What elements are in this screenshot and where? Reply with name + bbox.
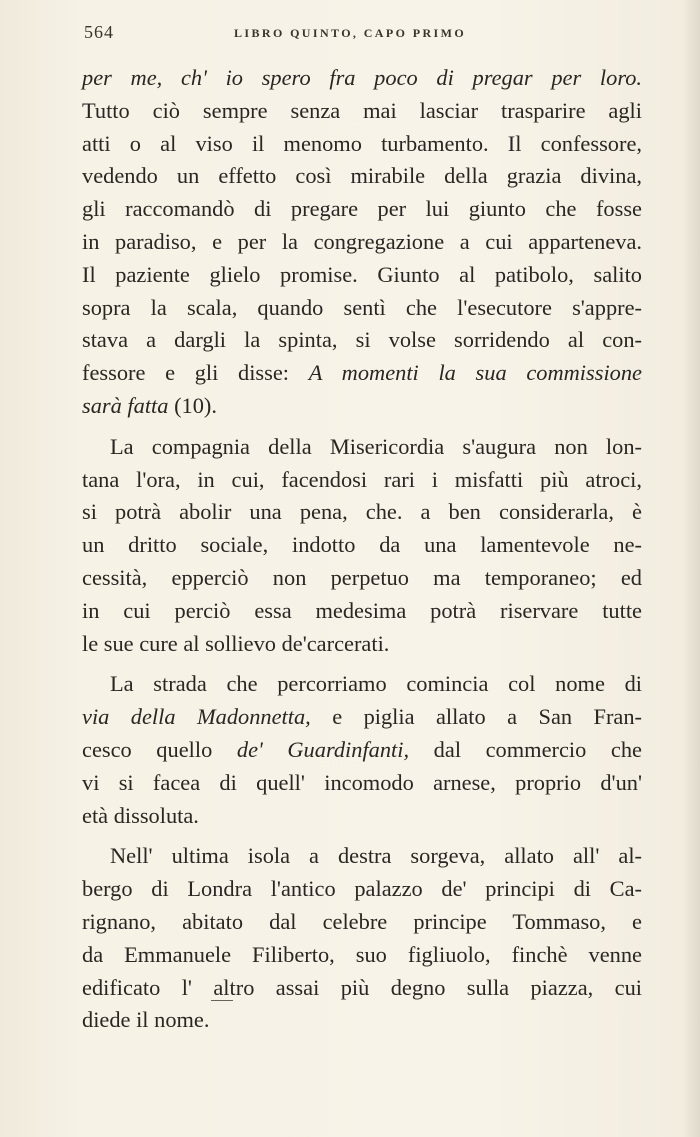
text-run: La compagnia della Misericordia s'augura non lon- <box>110 433 642 459</box>
paragraph <box>82 431 642 661</box>
text-line <box>82 800 642 833</box>
text-run: tana l'ora, in cui, facendosi rari i misfatti più atroci, <box>82 466 642 492</box>
text-run: diede il nome. <box>82 1007 210 1033</box>
text-run: un dritto sociale, indotto da una lamentevole ne- <box>82 532 642 558</box>
text-line <box>82 95 642 128</box>
italic-text: via della Madonnetta, <box>82 704 311 730</box>
text-line <box>82 628 642 661</box>
text-run: Il paziente glielo promise. Giunto al patibolo, salito <box>82 261 642 287</box>
text-line <box>82 939 642 972</box>
text-line <box>82 324 642 357</box>
text-run: le sue cure al sollievo de'carcerati. <box>82 630 390 656</box>
italic-text: A momenti la sua commissione <box>308 360 642 386</box>
text-line <box>82 259 642 292</box>
text-run: gli raccomandò di pregare per lui giunto che fosse <box>82 196 642 222</box>
page-number: 564 <box>84 22 114 42</box>
paragraph-gap <box>82 832 642 840</box>
text-line <box>82 873 642 906</box>
text-run: rignano, abitato dal celebre principe Tommaso, e <box>82 908 642 934</box>
text-line <box>82 128 642 161</box>
text-run: La strada che percorriamo comincia col nome di <box>110 671 642 697</box>
text-line <box>82 357 642 390</box>
text-line <box>82 292 642 325</box>
text-run: vi si facea di quell' incomodo arnese, proprio d'un' <box>82 769 642 795</box>
text-line <box>82 193 642 226</box>
paragraph-gap <box>82 423 642 431</box>
italic-text: de' Guardinfanti, <box>236 736 410 762</box>
text-run: Tutto ciò sempre senza mai lasciar trasparire agli <box>82 97 642 123</box>
text-line <box>82 668 642 701</box>
text-run: (10). <box>168 392 217 418</box>
body-text <box>82 62 642 1037</box>
text-run: stava a dargli la spinta, si volse sorridendo al con- <box>82 327 642 353</box>
text-run: vedendo un effetto così mirabile della grazia divina, <box>82 163 642 189</box>
running-head: LIBRO QUINTO, CAPO PRIMO <box>234 26 467 40</box>
text-line <box>82 701 642 734</box>
text-run: dal commercio che <box>409 736 642 762</box>
text-line <box>82 496 642 529</box>
page-header <box>84 22 644 46</box>
text-line <box>82 226 642 259</box>
text-run: in paradiso, e per la congregazione a cui apparteneva. <box>82 228 642 254</box>
text-run: cesco quello <box>82 736 237 762</box>
text-line <box>82 767 642 800</box>
text-line <box>82 734 642 767</box>
text-run: bergo di Londra l'antico palazzo de' principi di Ca- <box>82 876 642 902</box>
italic-text: sarà fatta <box>82 392 169 418</box>
text-run: atti o al viso il menomo turbamento. Il confessore, <box>82 130 642 156</box>
text-run: edificato l' altro assai più degno sulla piazza, cui <box>82 974 642 1000</box>
text-line <box>82 595 642 628</box>
text-line <box>82 906 642 939</box>
text-run: fessore e gli disse: <box>82 360 309 386</box>
text-run: da Emmanuele Filiberto, suo figliuolo, finchè venne <box>82 941 642 967</box>
text-line <box>82 390 642 423</box>
text-line <box>82 160 642 193</box>
text-run: Nell' ultima isola a destra sorgeva, allato all' al- <box>110 843 642 869</box>
paragraph-gap <box>82 660 642 668</box>
text-line <box>82 464 642 497</box>
text-run: si potrà abolir una pena, che. a ben considerarla, è <box>82 499 642 525</box>
text-run: sopra la scala, quando sentì che l'esecutore s'appre- <box>82 294 642 320</box>
text-line <box>82 62 642 95</box>
text-run: in cui perciò essa medesima potrà riservare tutte <box>82 597 642 623</box>
end-rule <box>211 1000 233 1001</box>
paragraph <box>82 62 642 423</box>
paragraph <box>82 668 642 832</box>
text-line <box>82 1004 642 1037</box>
text-line <box>82 840 642 873</box>
text-line <box>82 972 642 1005</box>
italic-text: per me, ch' io spero fra poco di pregar per loro. <box>82 65 642 90</box>
paragraph <box>82 840 642 1037</box>
text-line <box>82 562 642 595</box>
text-line <box>82 529 642 562</box>
page-edge-shadow <box>682 0 700 1137</box>
text-run: cessità, epperciò non perpetuo ma temporaneo; ed <box>82 564 642 590</box>
text-run: età dissoluta. <box>82 802 199 828</box>
text-run: e piglia allato a San Fran- <box>310 704 642 730</box>
text-line <box>82 431 642 464</box>
